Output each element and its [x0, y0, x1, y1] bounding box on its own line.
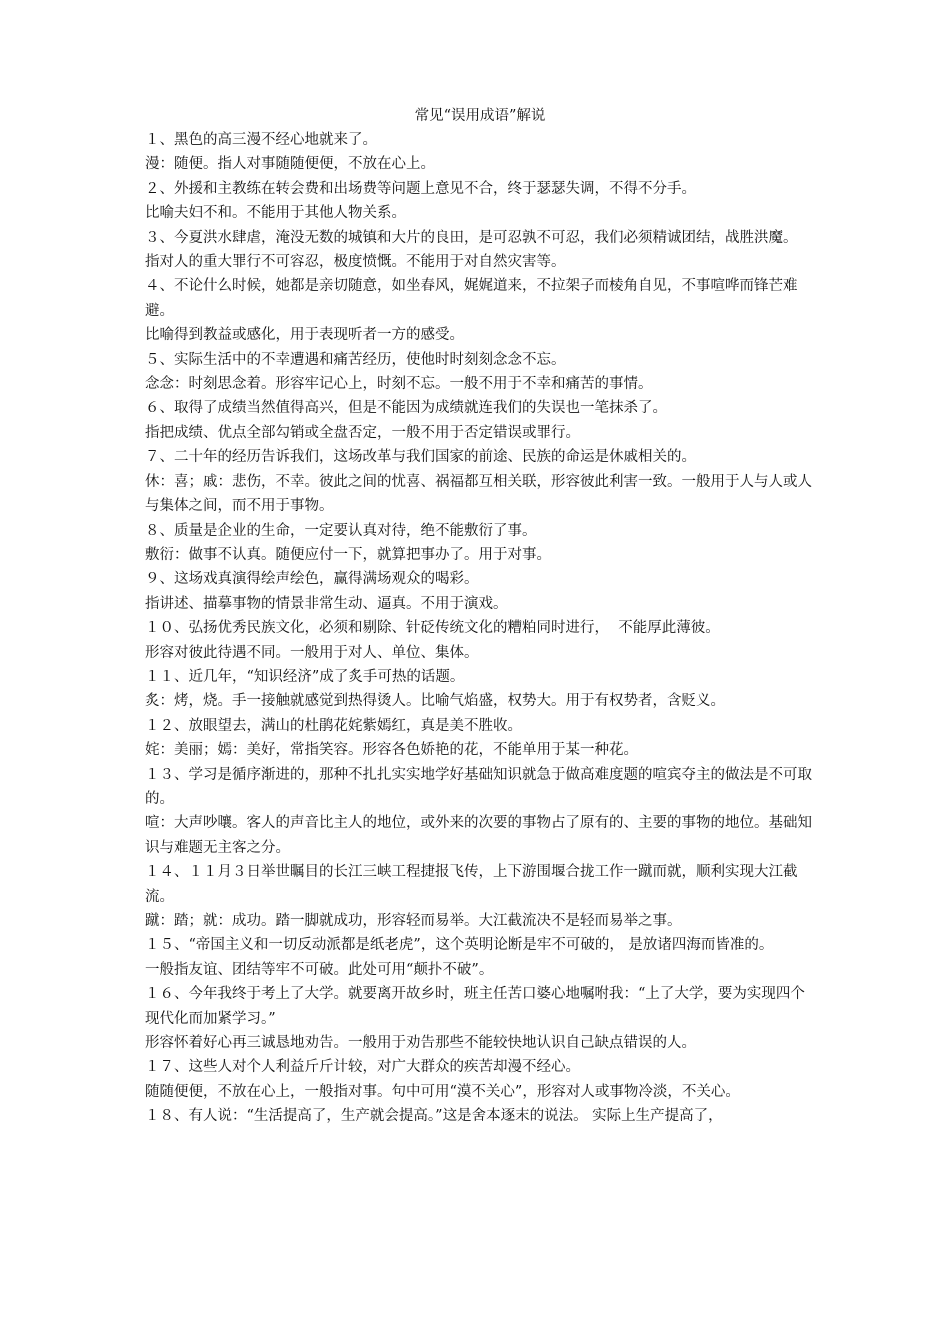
- text-line: 炙：烤，烧。手一接触就感觉到热得烫人。比喻气焰盛，权势大。用于有权势者，含贬义。: [145, 693, 725, 710]
- text-line: 随随便便，不放在心上，一般指对事。句中可用“漠不关心”，形容对人或事物冷淡，不关心。: [145, 1083, 740, 1100]
- document-body: [145, 128, 815, 1129]
- text-line: 漫：随便。指人对事随随便便，不放在心上。: [145, 156, 435, 173]
- text-line: １４、１１月３日举世瞩目的长江三峡工程捷报飞传，上下游围堰合拢工作一蹴而就，顺利实现大江截流。: [145, 864, 798, 905]
- text-line: 敷衍：做事不认真。随便应付一下，就算把事办了。用于对事。: [145, 546, 551, 563]
- text-line: １５、“帝国主义和一切反动派都是纸老虎”，这个英明论断是牢不可破的， 是放诸四海而皆准的。: [145, 937, 774, 954]
- text-line: ４、不论什么时候，她都是亲切随意，如坐春风，娓娓道来，不拉架子而棱角自见，不事喧哗而锋芒难避。: [145, 278, 798, 319]
- text-line: 指对人的重大罪行不可容忍，极度愤慨。不能用于对自然灾害等。: [145, 254, 566, 271]
- text-line: １８、有人说：“生活提高了，生产就会提高。”这是舍本逐末的说法。 实际上生产提高了，: [145, 1108, 723, 1125]
- text-line: 喧：大声吵嚷。客人的声音比主人的地位，或外来的次要的事物占了原有的、主要的事物的地位。基础知识与难题无主客之分。: [145, 815, 812, 856]
- text-line: 比喻得到教益或感化，用于表现听者一方的感受。: [145, 327, 464, 344]
- text-line: 比喻夫妇不和。不能用于其他人物关系。: [145, 205, 406, 222]
- text-line: 指把成绩、优点全部勾销或全盘否定，一般不用于否定错误或罪行。: [145, 424, 580, 441]
- text-line: ９、这场戏真演得绘声绘色，赢得满场观众的喝彩。: [145, 571, 479, 588]
- text-line: ５、实际生活中的不幸遭遇和痛苦经历，使他时时刻刻念念不忘。: [145, 351, 566, 368]
- text-line: 姹：美丽；嫣：美好，常指笑容。形容各色娇艳的花，不能单用于某一种花。: [145, 742, 638, 759]
- text-line: ２、外援和主教练在转会费和出场费等问题上意见不合，终于瑟瑟失调，不得不分手。: [145, 180, 696, 197]
- text-line: 休：喜；戚：悲伤，不幸。彼此之间的忧喜、祸福都互相关联，形容彼此利害一致。一般用于人与人或人与集体之间，而不用于事物。: [145, 473, 812, 515]
- text-line: 蹴：踏；就：成功。踏一脚就成功，形容轻而易举。大江截流决不是轻而易举之事。: [145, 913, 682, 929]
- text-line: ６、取得了成绩当然值得高兴，但是不能因为成绩就连我们的失误也一笔抹杀了。: [145, 400, 667, 417]
- text-line: １１、近几年，“知识经济”成了炙手可热的话题。: [145, 668, 465, 685]
- text-line: 一般指友谊、团结等牢不可破。此处可用“颠扑不破”。: [145, 961, 494, 978]
- document-title: 常见“误用成语”解说: [414, 108, 546, 124]
- text-line: ８、质量是企业的生命，一定要认真对待，绝不能敷衍了事。: [145, 522, 537, 539]
- text-line: 形容怀着好心再三诚恳地劝告。一般用于劝告那些不能较快地认识自己缺点错误的人。: [145, 1035, 696, 1052]
- text-line: 形容对彼此待遇不同。一般用于对人、单位、集体。: [145, 644, 479, 661]
- text-line: １７、这些人对个人利益斤斤计较，对广大群众的疾苦却漫不经心。: [145, 1059, 580, 1076]
- text-line: １６、今年我终于考上了大学。就要离开故乡时，班主任苦口婆心地嘱咐我：“上了大学，要为实现四个现代化而加紧学习。”: [145, 986, 805, 1027]
- text-line: １０、弘扬优秀民族文化，必须和剔除、针砭传统文化的糟粕同时进行， 不能厚此薄彼。: [145, 620, 720, 637]
- text-line: ３、今夏洪水肆虐，淹没无数的城镇和大片的良田，是可忍孰不可忍，我们必须精诚团结，战胜洪魔。: [145, 229, 798, 246]
- text-line: １３、学习是循序渐进的，那种不扎扎实实地学好基础知识就急于做高难度题的喧宾夺主的做法是不可取的。: [145, 766, 812, 807]
- text-line: 指讲述、描摹事物的情景非常生动、逼真。不用于演戏。: [145, 595, 508, 612]
- text-line: ７、二十年的经历告诉我们，这场改革与我们国家的前途、民族的命运是休戚相关的。: [145, 449, 696, 466]
- text-line: 念念：时刻思念着。形容牢记心上，时刻不忘。一般不用于不幸和痛苦的事情。: [145, 376, 653, 393]
- document-page: [145, 104, 815, 1129]
- text-line: １、黑色的高三漫不经心地就来了。: [145, 132, 377, 148]
- text-line: １２、放眼望去，满山的杜鹃花姹紫嫣红，真是美不胜收。: [145, 717, 522, 734]
